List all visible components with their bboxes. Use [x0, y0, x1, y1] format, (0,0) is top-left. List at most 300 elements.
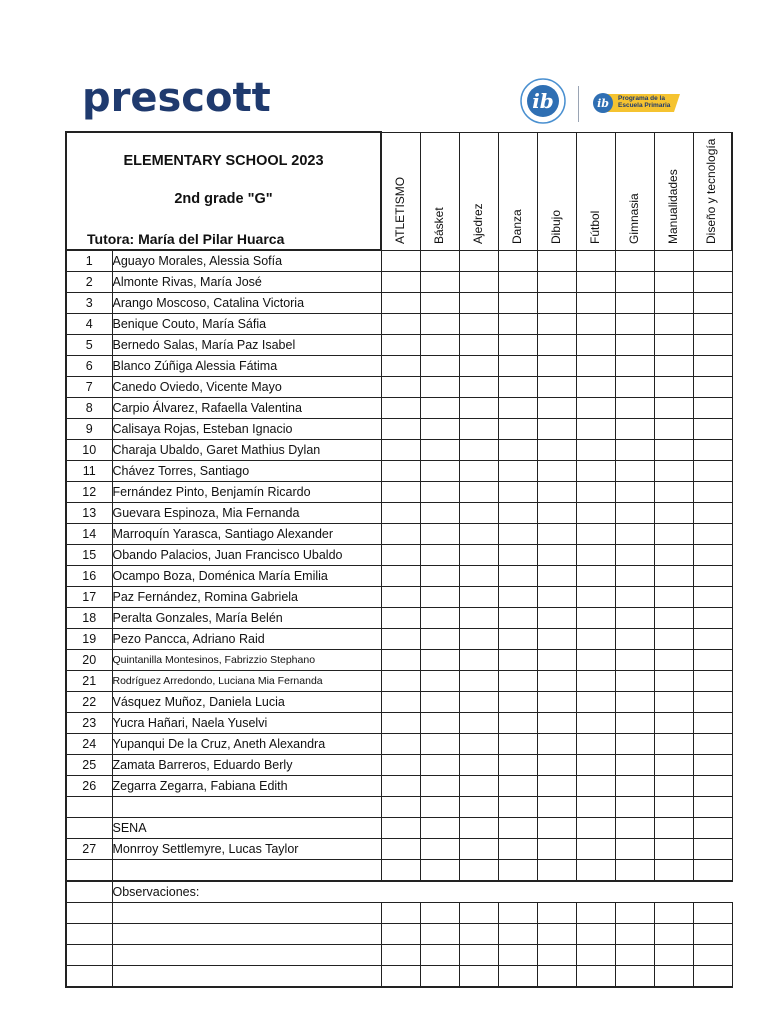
activity-cell[interactable]: [693, 966, 732, 988]
activity-cell[interactable]: [576, 924, 615, 945]
blank-cell[interactable]: [66, 860, 112, 882]
activity-cell[interactable]: [537, 482, 576, 503]
activity-cell[interactable]: [615, 356, 654, 377]
activity-cell[interactable]: [576, 250, 615, 272]
activity-cell[interactable]: [459, 713, 498, 734]
activity-cell[interactable]: [420, 524, 459, 545]
activity-cell[interactable]: [654, 924, 693, 945]
activity-cell[interactable]: [537, 250, 576, 272]
activity-cell[interactable]: [498, 314, 537, 335]
activity-cell[interactable]: [459, 755, 498, 776]
activity-cell[interactable]: [459, 335, 498, 356]
activity-cell[interactable]: [459, 398, 498, 419]
activity-cell[interactable]: [654, 818, 693, 839]
activity-cell[interactable]: [576, 818, 615, 839]
activity-cell[interactable]: [693, 839, 732, 860]
activity-cell[interactable]: [459, 776, 498, 797]
blank-cell[interactable]: [112, 966, 381, 988]
activity-cell[interactable]: [459, 924, 498, 945]
activity-cell[interactable]: [576, 945, 615, 966]
activity-cell[interactable]: [615, 629, 654, 650]
activity-cell[interactable]: [693, 608, 732, 629]
activity-cell[interactable]: [498, 545, 537, 566]
activity-cell[interactable]: [576, 440, 615, 461]
activity-cell[interactable]: [381, 398, 420, 419]
activity-cell[interactable]: [654, 440, 693, 461]
activity-cell[interactable]: [537, 335, 576, 356]
activity-cell[interactable]: [537, 272, 576, 293]
activity-cell[interactable]: [615, 440, 654, 461]
activity-cell[interactable]: [615, 293, 654, 314]
activity-cell[interactable]: [420, 356, 459, 377]
activity-cell[interactable]: [459, 419, 498, 440]
activity-cell[interactable]: [576, 755, 615, 776]
activity-cell[interactable]: [420, 272, 459, 293]
activity-cell[interactable]: [537, 524, 576, 545]
activity-cell[interactable]: [498, 818, 537, 839]
activity-cell[interactable]: [615, 482, 654, 503]
activity-cell[interactable]: [615, 797, 654, 818]
activity-cell[interactable]: [654, 398, 693, 419]
activity-cell[interactable]: [420, 776, 459, 797]
activity-cell[interactable]: [615, 566, 654, 587]
activity-cell[interactable]: [654, 524, 693, 545]
activity-cell[interactable]: [576, 734, 615, 755]
activity-cell[interactable]: [381, 839, 420, 860]
activity-cell[interactable]: [498, 250, 537, 272]
activity-cell[interactable]: [498, 692, 537, 713]
activity-cell[interactable]: [654, 293, 693, 314]
activity-cell[interactable]: [498, 945, 537, 966]
activity-cell[interactable]: [537, 945, 576, 966]
activity-cell[interactable]: [693, 419, 732, 440]
activity-cell[interactable]: [420, 503, 459, 524]
activity-cell[interactable]: [576, 671, 615, 692]
activity-cell[interactable]: [420, 734, 459, 755]
activity-cell[interactable]: [576, 503, 615, 524]
activity-cell[interactable]: [693, 314, 732, 335]
activity-cell[interactable]: [498, 377, 537, 398]
activity-cell[interactable]: [459, 903, 498, 924]
activity-cell[interactable]: [576, 524, 615, 545]
activity-cell[interactable]: [576, 335, 615, 356]
activity-cell[interactable]: [615, 860, 654, 882]
activity-cell[interactable]: [654, 755, 693, 776]
activity-cell[interactable]: [459, 524, 498, 545]
activity-cell[interactable]: [615, 755, 654, 776]
activity-cell[interactable]: [498, 608, 537, 629]
activity-cell[interactable]: [654, 945, 693, 966]
activity-cell[interactable]: [615, 650, 654, 671]
activity-cell[interactable]: [615, 250, 654, 272]
activity-cell[interactable]: [693, 461, 732, 482]
activity-cell[interactable]: [381, 629, 420, 650]
activity-cell[interactable]: [498, 587, 537, 608]
activity-cell[interactable]: [576, 272, 615, 293]
activity-cell[interactable]: [693, 713, 732, 734]
activity-cell[interactable]: [459, 440, 498, 461]
activity-cell[interactable]: [420, 860, 459, 882]
activity-cell[interactable]: [693, 566, 732, 587]
activity-cell[interactable]: [537, 314, 576, 335]
activity-cell[interactable]: [420, 335, 459, 356]
activity-cell[interactable]: [381, 250, 420, 272]
activity-cell[interactable]: [459, 650, 498, 671]
activity-cell[interactable]: [537, 377, 576, 398]
activity-cell[interactable]: [537, 924, 576, 945]
activity-cell[interactable]: [381, 524, 420, 545]
activity-cell[interactable]: [459, 566, 498, 587]
activity-cell[interactable]: [576, 692, 615, 713]
activity-cell[interactable]: [537, 713, 576, 734]
activity-cell[interactable]: [537, 398, 576, 419]
activity-cell[interactable]: [537, 797, 576, 818]
activity-cell[interactable]: [654, 650, 693, 671]
activity-cell[interactable]: [537, 734, 576, 755]
activity-cell[interactable]: [498, 440, 537, 461]
activity-cell[interactable]: [654, 419, 693, 440]
activity-cell[interactable]: [537, 608, 576, 629]
activity-cell[interactable]: [654, 461, 693, 482]
activity-cell[interactable]: [537, 503, 576, 524]
activity-cell[interactable]: [654, 903, 693, 924]
activity-cell[interactable]: [381, 860, 420, 882]
activity-cell[interactable]: [693, 398, 732, 419]
activity-cell[interactable]: [615, 335, 654, 356]
activity-cell[interactable]: [615, 692, 654, 713]
activity-cell[interactable]: [498, 566, 537, 587]
activity-cell[interactable]: [381, 545, 420, 566]
activity-cell[interactable]: [498, 461, 537, 482]
activity-cell[interactable]: [693, 776, 732, 797]
activity-cell[interactable]: [381, 608, 420, 629]
activity-cell[interactable]: [498, 924, 537, 945]
activity-cell[interactable]: [459, 797, 498, 818]
activity-cell[interactable]: [576, 314, 615, 335]
activity-cell[interactable]: [693, 356, 732, 377]
activity-cell[interactable]: [693, 250, 732, 272]
activity-cell[interactable]: [654, 482, 693, 503]
activity-cell[interactable]: [381, 713, 420, 734]
activity-cell[interactable]: [693, 671, 732, 692]
activity-cell[interactable]: [420, 839, 459, 860]
activity-cell[interactable]: [420, 797, 459, 818]
activity-cell[interactable]: [576, 461, 615, 482]
activity-cell[interactable]: [420, 755, 459, 776]
activity-cell[interactable]: [381, 903, 420, 924]
activity-cell[interactable]: [693, 629, 732, 650]
activity-cell[interactable]: [576, 419, 615, 440]
activity-cell[interactable]: [459, 293, 498, 314]
activity-cell[interactable]: [498, 482, 537, 503]
activity-cell[interactable]: [420, 419, 459, 440]
activity-cell[interactable]: [654, 839, 693, 860]
activity-cell[interactable]: [576, 482, 615, 503]
activity-cell[interactable]: [615, 734, 654, 755]
activity-cell[interactable]: [615, 461, 654, 482]
activity-cell[interactable]: [420, 650, 459, 671]
activity-cell[interactable]: [693, 692, 732, 713]
activity-cell[interactable]: [576, 608, 615, 629]
activity-cell[interactable]: [576, 797, 615, 818]
activity-cell[interactable]: [498, 671, 537, 692]
activity-cell[interactable]: [654, 503, 693, 524]
activity-cell[interactable]: [459, 818, 498, 839]
activity-cell[interactable]: [693, 924, 732, 945]
activity-cell[interactable]: [459, 272, 498, 293]
activity-cell[interactable]: [654, 587, 693, 608]
activity-cell[interactable]: [693, 734, 732, 755]
activity-cell[interactable]: [693, 440, 732, 461]
blank-cell[interactable]: [66, 797, 112, 818]
activity-cell[interactable]: [576, 566, 615, 587]
activity-cell[interactable]: [459, 587, 498, 608]
activity-cell[interactable]: [459, 734, 498, 755]
activity-cell[interactable]: [654, 356, 693, 377]
activity-cell[interactable]: [459, 503, 498, 524]
activity-cell[interactable]: [498, 839, 537, 860]
activity-cell[interactable]: [498, 629, 537, 650]
activity-cell[interactable]: [693, 818, 732, 839]
activity-cell[interactable]: [615, 398, 654, 419]
activity-cell[interactable]: [615, 924, 654, 945]
activity-cell[interactable]: [693, 293, 732, 314]
activity-cell[interactable]: [693, 272, 732, 293]
activity-cell[interactable]: [459, 966, 498, 988]
activity-cell[interactable]: [654, 713, 693, 734]
activity-cell[interactable]: [381, 650, 420, 671]
activity-cell[interactable]: [459, 314, 498, 335]
activity-cell[interactable]: [420, 377, 459, 398]
activity-cell[interactable]: [420, 587, 459, 608]
activity-cell[interactable]: [381, 377, 420, 398]
activity-cell[interactable]: [693, 945, 732, 966]
activity-cell[interactable]: [420, 398, 459, 419]
activity-cell[interactable]: [537, 818, 576, 839]
activity-cell[interactable]: [576, 293, 615, 314]
activity-cell[interactable]: [615, 966, 654, 988]
activity-cell[interactable]: [537, 671, 576, 692]
activity-cell[interactable]: [459, 671, 498, 692]
activity-cell[interactable]: [420, 314, 459, 335]
activity-cell[interactable]: [693, 903, 732, 924]
activity-cell[interactable]: [537, 356, 576, 377]
activity-cell[interactable]: [576, 713, 615, 734]
activity-cell[interactable]: [693, 860, 732, 882]
blank-cell[interactable]: [112, 903, 381, 924]
activity-cell[interactable]: [381, 797, 420, 818]
activity-cell[interactable]: [420, 945, 459, 966]
activity-cell[interactable]: [381, 272, 420, 293]
blank-cell[interactable]: [112, 924, 381, 945]
activity-cell[interactable]: [693, 755, 732, 776]
activity-cell[interactable]: [693, 650, 732, 671]
activity-cell[interactable]: [576, 587, 615, 608]
activity-cell[interactable]: [693, 377, 732, 398]
activity-cell[interactable]: [420, 966, 459, 988]
activity-cell[interactable]: [654, 797, 693, 818]
blank-cell[interactable]: [112, 945, 381, 966]
activity-cell[interactable]: [537, 839, 576, 860]
activity-cell[interactable]: [498, 966, 537, 988]
activity-cell[interactable]: [615, 839, 654, 860]
activity-cell[interactable]: [420, 608, 459, 629]
activity-cell[interactable]: [654, 776, 693, 797]
activity-cell[interactable]: [381, 482, 420, 503]
activity-cell[interactable]: [381, 966, 420, 988]
activity-cell[interactable]: [498, 356, 537, 377]
activity-cell[interactable]: [381, 587, 420, 608]
blank-cell[interactable]: [66, 924, 112, 945]
activity-cell[interactable]: [381, 692, 420, 713]
activity-cell[interactable]: [576, 545, 615, 566]
activity-cell[interactable]: [459, 250, 498, 272]
activity-cell[interactable]: [459, 945, 498, 966]
activity-cell[interactable]: [693, 335, 732, 356]
activity-cell[interactable]: [576, 356, 615, 377]
activity-cell[interactable]: [576, 650, 615, 671]
activity-cell[interactable]: [420, 903, 459, 924]
activity-cell[interactable]: [654, 734, 693, 755]
activity-cell[interactable]: [420, 440, 459, 461]
activity-cell[interactable]: [537, 776, 576, 797]
activity-cell[interactable]: [654, 671, 693, 692]
activity-cell[interactable]: [654, 860, 693, 882]
activity-cell[interactable]: [615, 671, 654, 692]
activity-cell[interactable]: [654, 608, 693, 629]
activity-cell[interactable]: [693, 482, 732, 503]
activity-cell[interactable]: [693, 524, 732, 545]
activity-cell[interactable]: [381, 461, 420, 482]
activity-cell[interactable]: [615, 524, 654, 545]
activity-cell[interactable]: [537, 860, 576, 882]
activity-cell[interactable]: [537, 650, 576, 671]
activity-cell[interactable]: [576, 966, 615, 988]
blank-cell[interactable]: [112, 860, 381, 882]
activity-cell[interactable]: [459, 692, 498, 713]
activity-cell[interactable]: [576, 629, 615, 650]
activity-cell[interactable]: [615, 314, 654, 335]
activity-cell[interactable]: [498, 419, 537, 440]
activity-cell[interactable]: [498, 293, 537, 314]
activity-cell[interactable]: [537, 461, 576, 482]
activity-cell[interactable]: [381, 503, 420, 524]
activity-cell[interactable]: [537, 903, 576, 924]
activity-cell[interactable]: [459, 545, 498, 566]
activity-cell[interactable]: [420, 713, 459, 734]
activity-cell[interactable]: [693, 797, 732, 818]
blank-cell[interactable]: [66, 966, 112, 988]
activity-cell[interactable]: [459, 608, 498, 629]
activity-cell[interactable]: [498, 650, 537, 671]
activity-cell[interactable]: [615, 377, 654, 398]
activity-cell[interactable]: [537, 966, 576, 988]
activity-cell[interactable]: [498, 272, 537, 293]
activity-cell[interactable]: [615, 608, 654, 629]
activity-cell[interactable]: [498, 797, 537, 818]
activity-cell[interactable]: [615, 272, 654, 293]
activity-cell[interactable]: [420, 818, 459, 839]
activity-cell[interactable]: [615, 587, 654, 608]
activity-cell[interactable]: [381, 293, 420, 314]
activity-cell[interactable]: [576, 903, 615, 924]
activity-cell[interactable]: [537, 545, 576, 566]
activity-cell[interactable]: [537, 692, 576, 713]
activity-cell[interactable]: [615, 419, 654, 440]
activity-cell[interactable]: [654, 335, 693, 356]
activity-cell[interactable]: [498, 524, 537, 545]
blank-cell[interactable]: [66, 903, 112, 924]
activity-cell[interactable]: [459, 839, 498, 860]
activity-cell[interactable]: [498, 335, 537, 356]
activity-cell[interactable]: [615, 945, 654, 966]
activity-cell[interactable]: [420, 671, 459, 692]
activity-cell[interactable]: [420, 545, 459, 566]
activity-cell[interactable]: [537, 629, 576, 650]
activity-cell[interactable]: [420, 692, 459, 713]
activity-cell[interactable]: [459, 629, 498, 650]
activity-cell[interactable]: [537, 419, 576, 440]
activity-cell[interactable]: [615, 545, 654, 566]
activity-cell[interactable]: [654, 566, 693, 587]
activity-cell[interactable]: [420, 924, 459, 945]
activity-cell[interactable]: [615, 503, 654, 524]
activity-cell[interactable]: [459, 356, 498, 377]
activity-cell[interactable]: [381, 734, 420, 755]
activity-cell[interactable]: [576, 398, 615, 419]
activity-cell[interactable]: [381, 945, 420, 966]
activity-cell[interactable]: [381, 924, 420, 945]
activity-cell[interactable]: [381, 776, 420, 797]
activity-cell[interactable]: [381, 755, 420, 776]
activity-cell[interactable]: [693, 587, 732, 608]
blank-cell[interactable]: [112, 797, 381, 818]
activity-cell[interactable]: [537, 566, 576, 587]
activity-cell[interactable]: [381, 419, 420, 440]
activity-cell[interactable]: [615, 903, 654, 924]
activity-cell[interactable]: [537, 587, 576, 608]
activity-cell[interactable]: [693, 545, 732, 566]
activity-cell[interactable]: [537, 440, 576, 461]
activity-cell[interactable]: [576, 377, 615, 398]
activity-cell[interactable]: [498, 503, 537, 524]
activity-cell[interactable]: [459, 482, 498, 503]
activity-cell[interactable]: [576, 776, 615, 797]
activity-cell[interactable]: [459, 377, 498, 398]
activity-cell[interactable]: [420, 482, 459, 503]
activity-cell[interactable]: [654, 314, 693, 335]
blank-cell[interactable]: [66, 945, 112, 966]
activity-cell[interactable]: [498, 903, 537, 924]
activity-cell[interactable]: [381, 314, 420, 335]
activity-cell[interactable]: [615, 776, 654, 797]
activity-cell[interactable]: [537, 293, 576, 314]
activity-cell[interactable]: [615, 818, 654, 839]
activity-cell[interactable]: [654, 629, 693, 650]
activity-cell[interactable]: [498, 860, 537, 882]
activity-cell[interactable]: [576, 839, 615, 860]
activity-cell[interactable]: [381, 335, 420, 356]
activity-cell[interactable]: [459, 461, 498, 482]
activity-cell[interactable]: [459, 860, 498, 882]
activity-cell[interactable]: [498, 776, 537, 797]
activity-cell[interactable]: [654, 377, 693, 398]
activity-cell[interactable]: [420, 566, 459, 587]
activity-cell[interactable]: [576, 860, 615, 882]
activity-cell[interactable]: [654, 272, 693, 293]
activity-cell[interactable]: [420, 250, 459, 272]
activity-cell[interactable]: [498, 713, 537, 734]
